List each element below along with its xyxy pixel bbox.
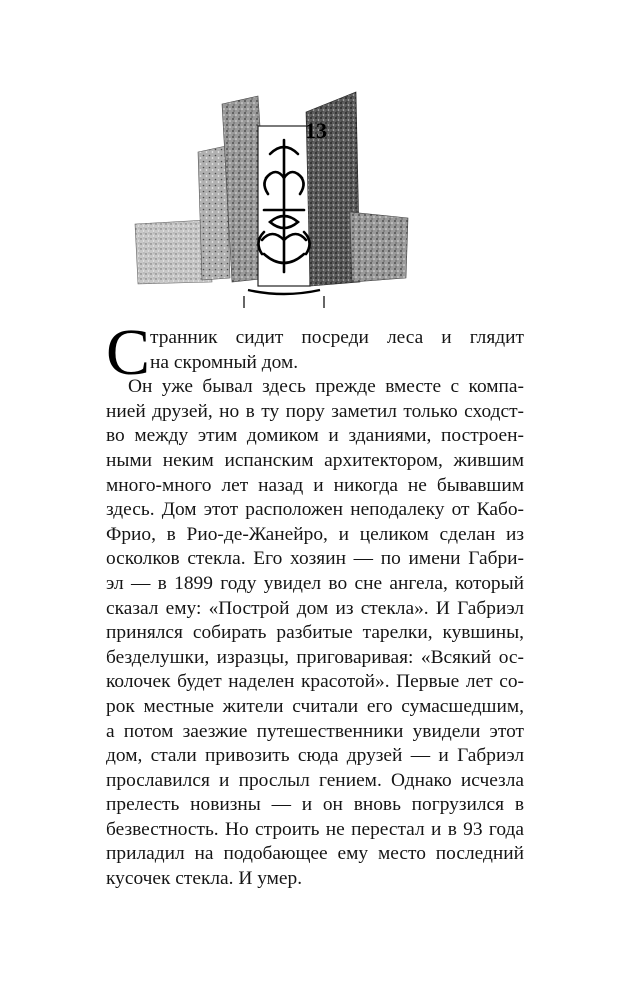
text-line: много-много лет назад и никогда не бывавшим <box>106 474 524 496</box>
text-line: ными неким испанским архитектором, жившим <box>106 449 524 471</box>
chapter-number: 13 <box>305 118 327 143</box>
text-line: эл — в 1899 году увидел во сне ангела, который <box>106 572 524 594</box>
text-line: осколков стекла. Его хозяин — по имени Габри- <box>106 548 524 570</box>
text-line: приладил на подобающее ему место последний <box>106 843 524 865</box>
text-line: прославился и прослыл гением. Однако исчезла <box>106 769 524 791</box>
drop-cap: С <box>106 316 151 389</box>
text-line: прелесть новизны — и он вновь погрузился в <box>106 794 524 816</box>
text-line: дом, стали привозить сюда друзей — и Габриэл <box>106 745 524 767</box>
text-line: во между этим домиком и зданиями, построен- <box>106 425 524 447</box>
text-line: здесь. Дом этот расположен неподалеку от Кабо- <box>106 499 524 521</box>
body-text <box>106 316 524 892</box>
stone-ornament-illustration <box>130 82 430 312</box>
text-line: транник сидит посреди леса и глядит <box>150 327 524 348</box>
text-line: на скромный дом. <box>150 351 299 373</box>
text-line: нией друзей, но в ту пору заметил только сходст- <box>106 400 524 422</box>
text-line: безвестность. Но строить не перестал и в 93 года <box>106 818 524 840</box>
text-line: кусочек стекла. И умер. <box>106 868 303 890</box>
text-line: а потом заезжие путешественники увидели этот <box>106 720 524 742</box>
text-line: колочек будет наделен красотой». Первые лет со- <box>106 671 524 693</box>
text-line: рок местные жители считали его сумасшедшим, <box>106 695 524 717</box>
text-line: безделушки, изразцы, приговаривая: «Всякий ос- <box>106 646 524 668</box>
text-line: Фрио, в Рио-де-Жанейро, и целиком сделан из <box>106 523 524 545</box>
text-line: сказал ему: «Построй дом из стекла». И Габриэл <box>106 597 524 619</box>
text-line: Он уже бывал здесь прежде вместе с компа- <box>128 376 524 398</box>
text-line: принялся собирать разбитые тарелки, кувшины, <box>106 622 524 644</box>
chapter-ornament <box>130 82 430 312</box>
